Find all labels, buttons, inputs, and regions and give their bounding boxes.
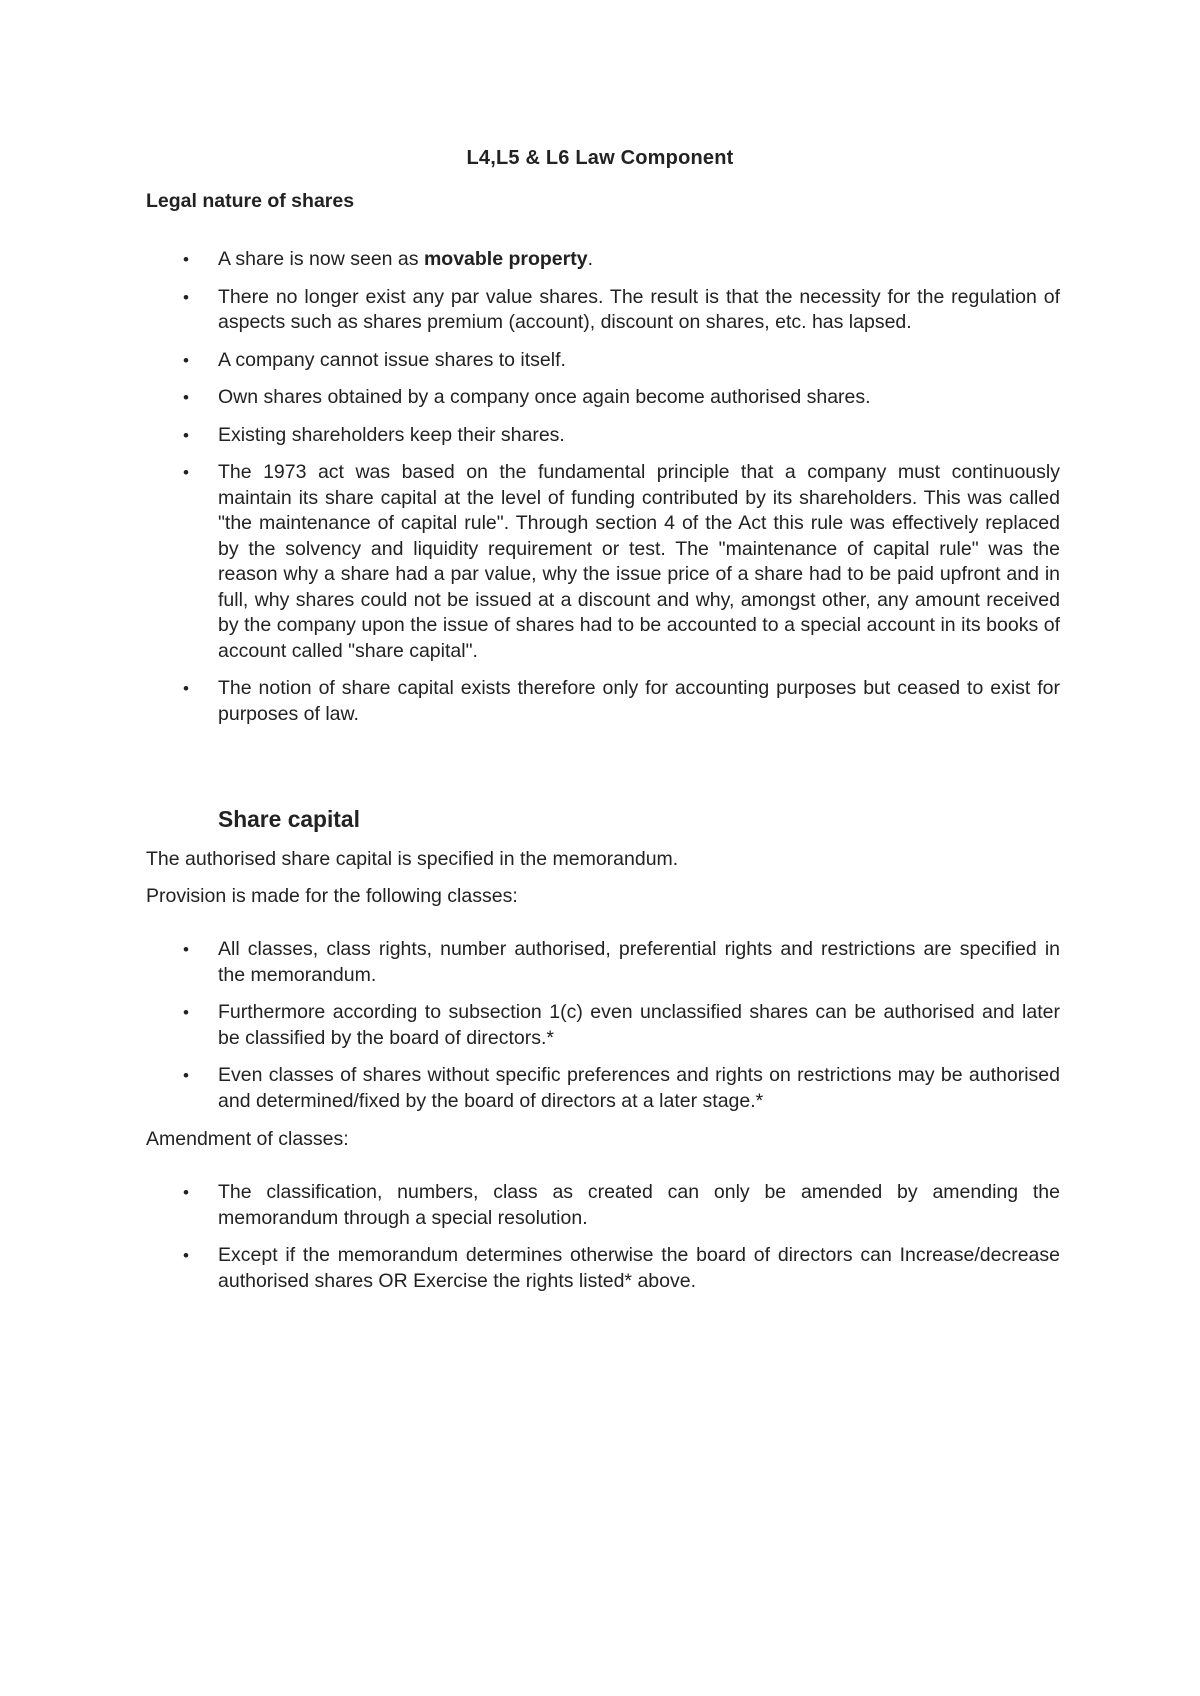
list-item-text: All classes, class rights, number authorised, preferential rights and restrictions are specified in the memorandum.	[218, 938, 1060, 986]
classes-bullet-list	[0, 937, 1200, 1126]
bullet-icon: •	[183, 1246, 189, 1265]
list-item-text: Except if the memorandum determines otherwise the board of directors can Increase/decrease authorised shares OR Exercise the rights listed* above.	[218, 1244, 1060, 1292]
list-item	[0, 676, 1060, 727]
list-item-text: Even classes of shares without specific preferences and rights on restrictions may be authorised and determined/fixed by the board of directors at a later stage.*	[218, 1064, 1060, 1112]
list-item	[0, 1180, 1060, 1231]
bullet-icon: •	[183, 250, 189, 269]
bullet-icon: •	[183, 940, 189, 959]
list-item-text: Existing shareholders keep their shares.	[218, 423, 565, 446]
bullet-icon: •	[183, 388, 189, 407]
section-heading-legal-nature: Legal nature of shares	[146, 190, 355, 212]
bullet-icon: •	[183, 1066, 189, 1085]
paragraph-authorised-capital: The authorised share capital is specified in the memorandum.	[146, 848, 679, 870]
list-item-text: .	[587, 248, 594, 270]
list-item	[0, 1000, 1060, 1051]
list-item-text: The notion of share capital exists therefore only for accounting purposes but ceased to exist for purposes of law.	[218, 677, 1060, 725]
list-item	[0, 423, 1060, 449]
list-item-text: Furthermore according to subsection 1(c) even unclassified shares can be authorised and later be classified by the board of directors.*	[218, 1001, 1060, 1049]
list-item-text: A share is now seen as	[218, 248, 424, 270]
section-heading-share-capital: Share capital	[218, 806, 360, 832]
list-item	[0, 1243, 1060, 1294]
list-item	[0, 1063, 1060, 1114]
document-title: L4,L5 & L6 Law Component	[466, 147, 734, 169]
legal-nature-bullet-list	[0, 247, 1200, 739]
list-item-bold-text: movable property	[423, 248, 588, 270]
list-item	[0, 937, 1060, 988]
bullet-icon: •	[183, 1003, 189, 1022]
list-item	[0, 247, 1060, 273]
list-item-text: Own shares obtained by a company once again become authorised shares.	[218, 386, 871, 408]
paragraph-provision: Provision is made for the following classes:	[146, 885, 518, 907]
list-item-text: The classification, numbers, class as created can only be amended by amending the memorandum through a special resolution.	[218, 1181, 1060, 1229]
bullet-icon: •	[183, 1183, 189, 1202]
list-item-text: There no longer exist any par value shares. The result is that the necessity for the regulation of aspects such as shares premium (account), discount on shares, etc. has lapsed.	[218, 285, 1060, 333]
bullet-icon: •	[183, 463, 189, 482]
bullet-icon: •	[183, 425, 189, 445]
paragraph-amendment: Amendment of classes:	[146, 1128, 349, 1150]
list-item	[0, 285, 1060, 336]
bullet-icon: •	[183, 679, 189, 698]
list-item	[0, 348, 1060, 374]
list-item-text: The 1973 act was based on the fundamental principle that a company must continuously maintain its share capital at the level of funding contributed by its shareholders. This was called "the maintenance of capital rule". Through section 4 of the Act this rule was effectively replaced by the solvency and liquidity requirement or test. The "maintenance of capital rule" was the reason why a share had a par value, why the issue price of a share had to be paid upfront and in full, why shares could not be issued at a discount and why, amongst other, any amount received by the company upon the issue of shares had to be accounted to a special account in its books of account called "share capital".	[218, 461, 1060, 662]
list-item-text: A company cannot issue shares to itself.	[218, 348, 566, 371]
list-item	[0, 385, 1060, 411]
list-item	[0, 460, 1060, 664]
bullet-icon: •	[183, 287, 189, 307]
bullet-icon: •	[183, 350, 189, 370]
amendment-bullet-list	[0, 1180, 1200, 1306]
